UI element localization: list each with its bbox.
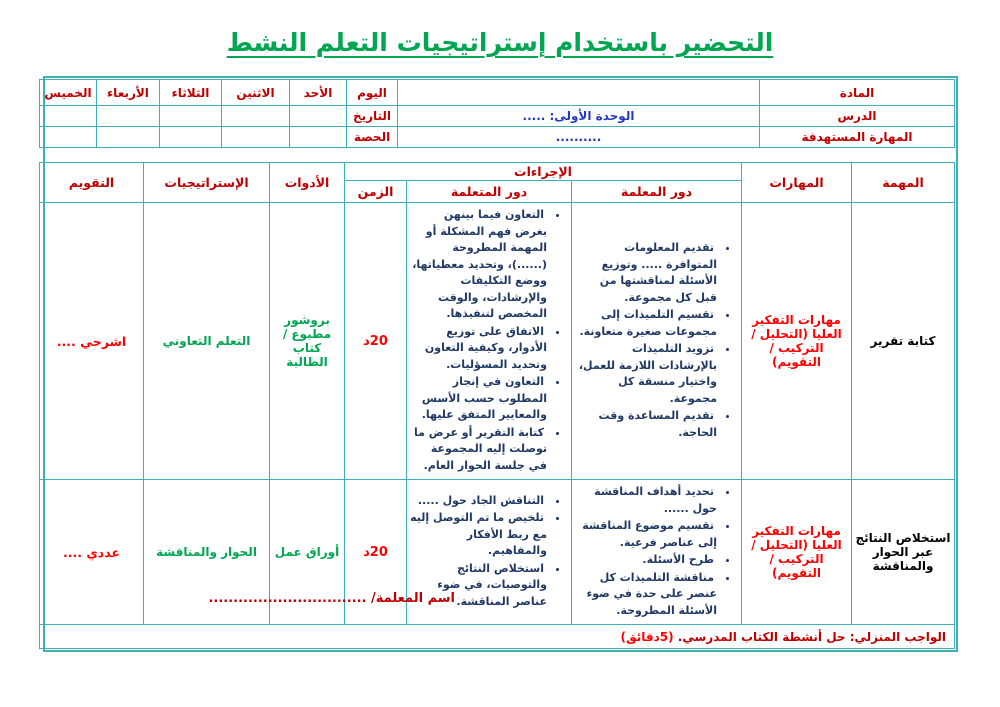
bullet-item: • التعاون في إنجاز المطلوب حسب الأسس والمعايير المتفق عليها. (410, 374, 559, 424)
bullet-item: • التناقش الجاد حول ..... (410, 493, 559, 510)
skills-header: المهارات (742, 163, 852, 203)
period-cell-monday (222, 127, 290, 148)
subject-value (398, 80, 760, 106)
date-cell-thursday (40, 106, 97, 127)
time-cell: 20د (345, 203, 407, 480)
skills-cell: مهارات التفكير العليا (التحليل / التركيب / التقويم) (742, 203, 852, 480)
strategies-header: الإستراتيجيات (144, 163, 270, 203)
main-table (39, 162, 955, 649)
date-label: التاريخ (347, 106, 398, 127)
date-cell-sunday (290, 106, 347, 127)
info-row-period (40, 127, 955, 148)
task-cell: استخلاص النتائج عبر الحوار والمناقشة (852, 480, 955, 625)
date-cell-tuesday (160, 106, 222, 127)
homework-label: الواجب المنزلي: (849, 629, 946, 644)
bullet-item: • تحديد أهداف المناقشة حول ...... (575, 484, 729, 517)
tools-cell: أوراق عمل (270, 480, 345, 625)
period-cell-wednesday (97, 127, 160, 148)
subject-label: المادة (760, 80, 955, 106)
bullet-item: • استخلاص النتائج والتوصيات، في ضوء عناصر المناقشة. (410, 561, 559, 611)
evaluation-cell: عددي .... (40, 480, 144, 625)
task-header: المهمة (852, 163, 955, 203)
day-wednesday: الأربعاء (97, 80, 160, 106)
period-cell-thursday (40, 127, 97, 148)
bullet-item: • تقسيم موضوع المناقشة إلى عناصر فرعية. (575, 518, 729, 551)
learner-role-header: دور المتعلمة (407, 181, 572, 203)
day-label: اليوم (347, 80, 398, 106)
period-cell-tuesday (160, 127, 222, 148)
learner-role-cell (407, 203, 572, 480)
learner-role-list (410, 207, 565, 474)
bullet-item: • التعاون فيما بينهن بغرض فهم المشكلة أو المهمة المطروحة (......)، وتحديد معطياتها، ووضع التكليفات والإرشادات، والوقت المخصص لتنفيذها. (410, 207, 559, 323)
teacher-role-list (575, 240, 735, 441)
target-skill-value: .......... (398, 127, 760, 148)
evaluation-cell: اشرحي .... (40, 203, 144, 480)
date-cell-wednesday (97, 106, 160, 127)
period-label: الحصة (347, 127, 398, 148)
homework-duration: (5دقائق) (620, 629, 674, 644)
bullet-item: • تقديم المعلومات المتوافرة ..... وتوزيع الأسئلة لمناقشتها من قبل كل مجموعة. (575, 240, 729, 306)
bullet-item: • تقسيم التلميذات إلى مجموعات صغيرة متعاونة. (575, 307, 729, 340)
homework-row (40, 625, 955, 649)
teacher-role-cell (572, 480, 742, 625)
bullet-item: • تقديم المساعدة وقت الحاجة. (575, 408, 729, 441)
strategy-cell: التعلم التعاوني (144, 203, 270, 480)
bullet-item: • تلخيص ما تم التوصل إليه مع ربط الأفكار والمفاهيم. (410, 510, 559, 560)
bullet-item: • طرح الأسئلة. (575, 552, 729, 569)
period-cell-sunday (290, 127, 347, 148)
day-tuesday: الثلاثاء (160, 80, 222, 106)
main-header-row-1 (40, 163, 955, 181)
info-table (39, 79, 955, 148)
time-cell: 20د (345, 480, 407, 625)
teacher-role-list (575, 484, 735, 619)
bullet-item: • مناقشة التلميذات كل عنصر على حدة في ضوء الأسئلة المطروحة. (575, 570, 729, 620)
time-header: الزمن (345, 181, 407, 203)
task-cell: كتابة تقرير (852, 203, 955, 480)
table-gap (46, 148, 955, 162)
target-skill-label: المهارة المستهدفة (760, 127, 955, 148)
strategy-cell: الحوار والمناقشة (144, 480, 270, 625)
bullet-item: • الاتفاق على توزيع الأدوار، وكيفية التعاون وتحديد المسؤليات. (410, 324, 559, 374)
bullet-item: • كتابة التقرير أو عرض ما توصلت إليه المجموعة في جلسة الحوار العام. (410, 425, 559, 475)
tools-header: الأدوات (270, 163, 345, 203)
tools-cell: بروشور مطبوع / كتاب الطالبة (270, 203, 345, 480)
day-thursday: الخميس (40, 80, 97, 106)
procedures-header: الإجراءات (345, 163, 742, 181)
day-sunday: الأحد (290, 80, 347, 106)
teacher-name-line: اسم المعلمة/ ................................ (208, 591, 455, 606)
homework-text: حل أنشطة الكتاب المدرسي. (673, 629, 850, 644)
lesson-label: الدرس (760, 106, 955, 127)
lesson-value: الوحدة الأولى: ..... (398, 106, 760, 127)
skills-cell: مهارات التفكير العليا (التحليل / التركيب / التقويم) (742, 480, 852, 625)
teacher-role-header: دور المعلمة (572, 181, 742, 203)
homework-cell (40, 625, 955, 649)
task-row-report-writing (40, 203, 955, 480)
lesson-plan-sheet (43, 76, 958, 652)
teacher-role-cell (572, 203, 742, 480)
bullet-item: • تزويد التلميذات بالإرشادات اللازمة للعمل، واختيار منسقة كل مجموعة. (575, 341, 729, 407)
info-row-date (40, 106, 955, 127)
day-monday: الاثنين (222, 80, 290, 106)
page-title: التحضير باستخدام إستراتيجيات التعلم النشط (226, 28, 774, 57)
evaluation-header: التقويم (40, 163, 144, 203)
date-cell-monday (222, 106, 290, 127)
info-row-day (40, 80, 955, 106)
